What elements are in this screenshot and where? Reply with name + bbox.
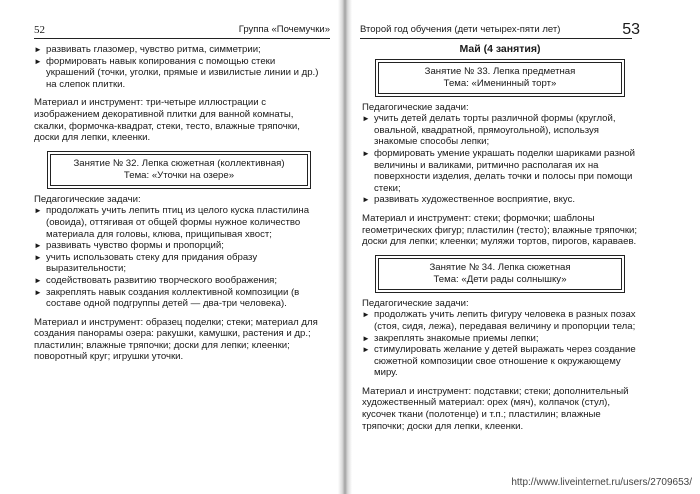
list-item: ► развивать глазомер, чувство ритма, симметрии;	[34, 44, 324, 56]
list-item: ► развивать чувство формы и пропорций;	[34, 240, 324, 252]
lesson-theme: Тема: «Дети рады солнышку»	[433, 273, 567, 285]
tasks-label: Педагогические задачи:	[362, 101, 469, 113]
list-item: ► формировать навык копирования с помощью стеки украшений (точки, уголки, прямые и извилистые линии и др.) на слепок плитки.	[34, 56, 324, 91]
lesson-33-box	[378, 62, 622, 94]
left-header-title: Группа «Почемучки»	[238, 24, 330, 35]
left-page-number: 52	[34, 24, 45, 36]
materials-paragraph: Материал и инструмент: подставки; стеки; дополнительный художественный материал: орех (мяч), колпачок (стул), кусочек ткани (полотенце) и т.п.; пластилин; влажные тряпочки; доски для лепки, клеенки.	[362, 385, 629, 432]
list-item: ► содействовать развитию творческого воображения;	[34, 275, 324, 287]
list-item: ► закреплять знакомые приемы лепки;	[362, 333, 638, 345]
tasks-list	[34, 205, 324, 309]
lesson-32-box	[50, 154, 308, 186]
left-page-header	[34, 22, 330, 39]
list-item: ► учить использовать стеку для придания образу выразительности;	[34, 252, 324, 275]
tasks-list	[362, 309, 638, 379]
book-spine	[338, 0, 352, 494]
right-page	[352, 0, 700, 494]
lesson-title: Занятие № 34. Лепка сюжетная	[429, 261, 571, 273]
tasks-list	[362, 113, 638, 206]
lesson-theme: Тема: «Именинный торт»	[443, 77, 557, 89]
materials-paragraph: Материал и инструмент: три-четыре иллюстрации с изображением декоративной плитки для ванной комнаты, скалки, формочка-квадрат, стеки, тесто, влажные тряпочки, доски для лепки, клеенки.	[34, 97, 300, 144]
bullet-list-top	[34, 44, 324, 90]
right-page-number: 53	[622, 21, 640, 38]
list-item: ► стимулировать желание у детей выражать через создание сюжетной композиции свое отношение к окружающему миру.	[362, 344, 638, 379]
list-item: ► формировать умение украшать поделки шариками разной величины и валиками, ритмично располагая их на поверхности изделия, делать точки и полосы при помощи стеки;	[362, 148, 638, 194]
left-page-content	[34, 44, 324, 363]
month-heading: Май (4 занятия)	[459, 43, 541, 55]
materials-paragraph: Материал и инструмент: стеки; формочки; шаблоны геометрических фигур; пластилин (тесто); влажные тряпочки; доски для лепки; клеенки; муляжи тортов, пирогов, караваев.	[362, 212, 638, 248]
lesson-34-box	[378, 258, 622, 290]
lesson-title: Занятие № 32. Лепка сюжетная (коллективная)	[73, 157, 285, 169]
right-page-header	[360, 22, 632, 39]
list-item: ► продолжать учить лепить фигуру человека в разных позах (стоя, сидя, лежа), передавая величину и пропорции тела;	[362, 309, 638, 332]
list-item: ► развивать художественное восприятие, вкус.	[362, 194, 638, 206]
lesson-theme: Тема: «Уточки на озере»	[123, 169, 235, 181]
tasks-label: Педагогические задачи:	[34, 193, 141, 205]
right-header-title: Второй год обучения (дети четырех-пяти лет)	[360, 24, 561, 35]
tasks-label: Педагогические задачи:	[362, 297, 469, 309]
list-item: ► закреплять навык создания коллективной композиции (в составе одной подгруппы детей — два-три человека).	[34, 287, 324, 310]
left-page	[0, 0, 340, 494]
right-page-content	[362, 44, 638, 432]
list-item: ► учить детей делать торты различной формы (круглой, овальной, квадратной, прямоугольной), используя знакомые способы лепки;	[362, 113, 638, 148]
lesson-title: Занятие № 33. Лепка предметная	[424, 65, 576, 77]
materials-paragraph: Материал и инструмент: образец поделки; стеки; материал для создания панорамы озера: ракушки, камушки, растения и др.; пластилин; влажные тряпочки; доски для лепки; клеенки; поворотный круг; игрушки уточки.	[34, 316, 318, 363]
list-item: ► продолжать учить лепить птиц из целого куска пластилина (овоида), оттягивая от общей формы нужное количество материала для головы, клюва, прищипывая хвост;	[34, 205, 324, 240]
watermark-url: http://www.liveinternet.ru/users/2709653/	[511, 477, 692, 488]
